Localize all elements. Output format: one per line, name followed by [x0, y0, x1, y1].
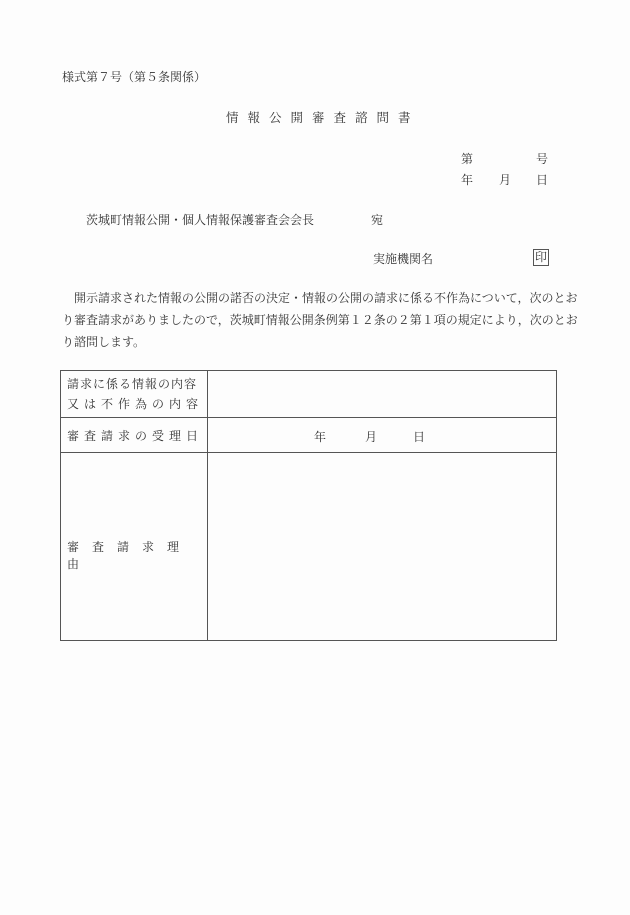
body-paragraph	[62, 287, 579, 353]
reason-label: 審査請求理由	[61, 453, 208, 641]
received-date-label: 審査請求の受理日	[61, 418, 208, 453]
ref-day: 日	[536, 173, 549, 187]
ref-year: 年	[461, 173, 474, 187]
date-year: 年	[314, 430, 327, 444]
seal-mark: 印	[535, 250, 548, 264]
table-row	[61, 418, 557, 453]
date-month: 月	[365, 430, 378, 444]
ref-dai: 第	[461, 152, 474, 166]
date-day: 日	[413, 430, 426, 444]
reason-value[interactable]	[208, 453, 557, 641]
addressee-suffix: 宛	[371, 213, 384, 227]
form-number: 様式第７号（第５条関係）	[62, 70, 207, 84]
request-table	[60, 370, 557, 641]
info-content-label: 請求に係る情報の内容 又は不作為の内容	[61, 371, 208, 418]
ref-go: 号	[536, 152, 549, 166]
info-content-value[interactable]	[208, 371, 557, 418]
page-title: 情報公開審査諮問書	[226, 110, 420, 125]
addressee-name: 茨城町情報公開・個人情報保護審査会会長	[86, 213, 315, 227]
received-date-value[interactable]	[208, 418, 557, 453]
table-row	[61, 453, 557, 641]
sender-label: 実施機関名	[373, 252, 434, 266]
ref-month: 月	[499, 173, 512, 187]
table-row	[61, 371, 557, 418]
body-text: 開示請求された情報の公開の諾否の決定・情報の公開の請求に係る不作為について，次のとおり審査請求がありましたので，茨城町情報公開条例第１２条の２第１項の規定により，次のとおり諮問します。	[62, 291, 578, 349]
